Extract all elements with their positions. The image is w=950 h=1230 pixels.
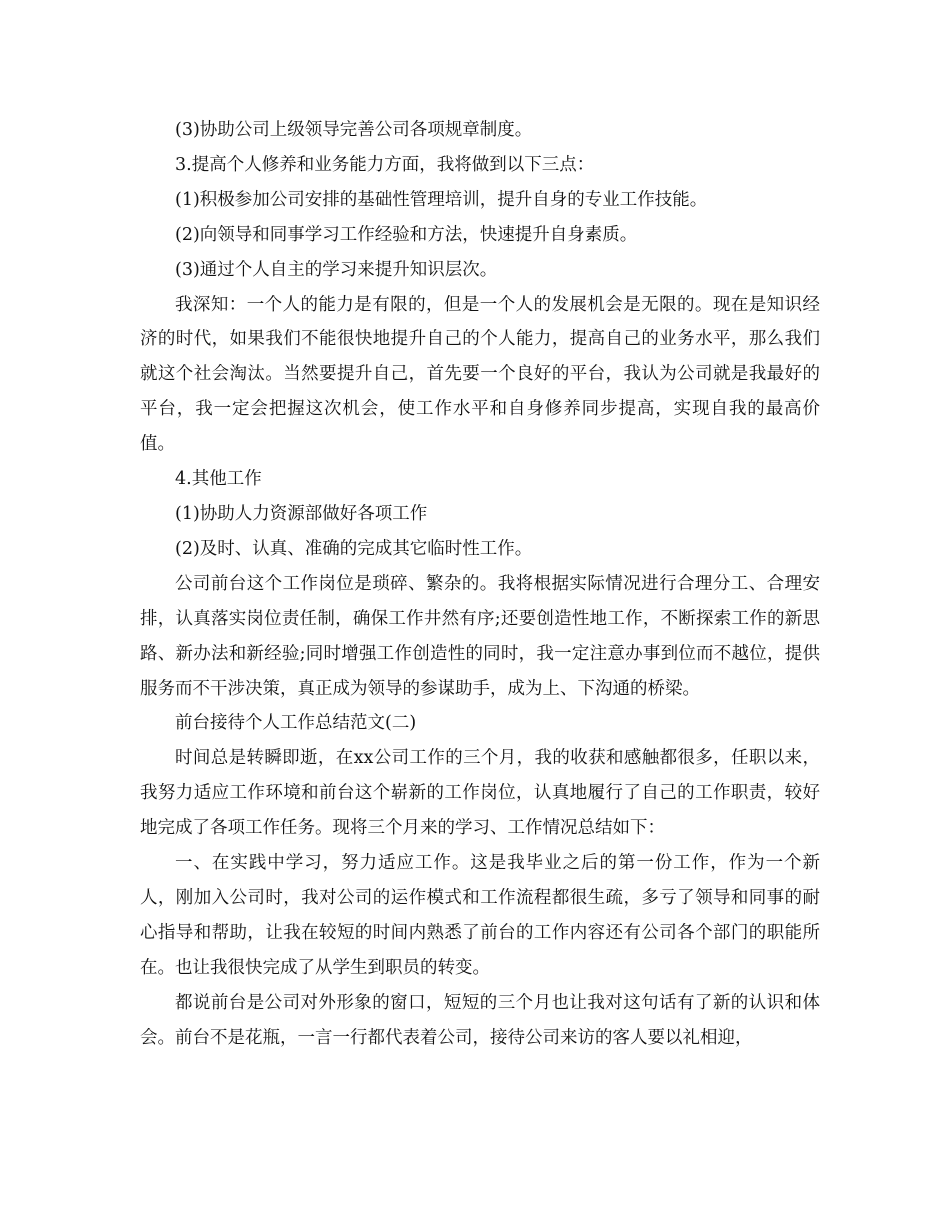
paragraph-section-3-heading: 3.提高个人修养和业务能力方面，我将做到以下三点： — [175, 154, 595, 175]
paragraph-ability-reflection: 我深知：一个人的能力是有限的，但是一个人的发展机会是无限的。现在是知识经济的时代，如果我们不能很快地提升自己的个人能力，提高自己的业务水平，那么我们就这个社会淘汰。当然要提升自己，首先要一个良好的平台，我认为公司就是我最好的平台，我一定会把握这次机会，使工作水平和自身修养同步提高，实现自我的最高价值。 — [140, 294, 820, 455]
paragraph-three-months-intro: 时间总是转瞬即逝，在xx公司工作的三个月，我的收获和感触都很多，任职以来，我努力适应工作环境和前台这个崭新的工作岗位，认真地履行了自己的工作职责，较好地完成了各项工作任务。现将三个月来的学习、工作情况总结如下： — [140, 748, 820, 839]
document-body — [140, 113, 820, 1055]
paragraph-item-3-self-study: (3)通过个人自主的学习来提升知识层次。 — [175, 259, 498, 280]
section-title-example-2: 前台接待个人工作总结范文(二) — [175, 713, 417, 734]
paragraph-item-1-training: (1)积极参加公司安排的基础性管理培训，提升自身的专业工作技能。 — [175, 189, 708, 210]
paragraph-item-2-learning: (2)向领导和同事学习工作经验和方法，快速提升自身素质。 — [175, 224, 638, 245]
paragraph-front-desk-duties: 公司前台这个工作岗位是琐碎、繁杂的。我将根据实际情况进行合理分工、合理安排，认真落实岗位责任制，确保工作井然有序;还要创造性地工作，不断探索工作的新思路、新办法和新经验;同时增强工作创造性的同时，我一定注意办事到位而不越位，提供服务而不干涉决策，真正成为领导的参谋助手，成为上、下沟通的桥梁。 — [140, 573, 820, 699]
paragraph-learning-in-practice: 一、在实践中学习，努力适应工作。这是我毕业之后的第一份工作，作为一个新人，刚加入公司时，我对公司的运作模式和工作流程都很生疏，多亏了领导和同事的耐心指导和帮助，让我在较短的时间内熟悉了前台的工作内容还有公司各个部门的职能所在。也让我很快完成了从学生到职员的转变。 — [140, 853, 820, 978]
paragraph-front-desk-image: 都说前台是公司对外形象的窗口，短短的三个月也让我对这句话有了新的认识和体会。前台不是花瓶，一言一行都代表着公司，接待公司来访的客人要以礼相迎， — [140, 992, 820, 1048]
paragraph-section-4-heading: 4.其他工作 — [175, 469, 262, 490]
paragraph-item-3-rules: (3)协助公司上级领导完善公司各项规章制度。 — [175, 120, 533, 140]
paragraph-item-1-hr: (1)协助人力资源部做好各项工作 — [175, 503, 428, 524]
paragraph-item-2-temporary-work: (2)及时、认真、准确的完成其它临时性工作。 — [175, 538, 533, 559]
